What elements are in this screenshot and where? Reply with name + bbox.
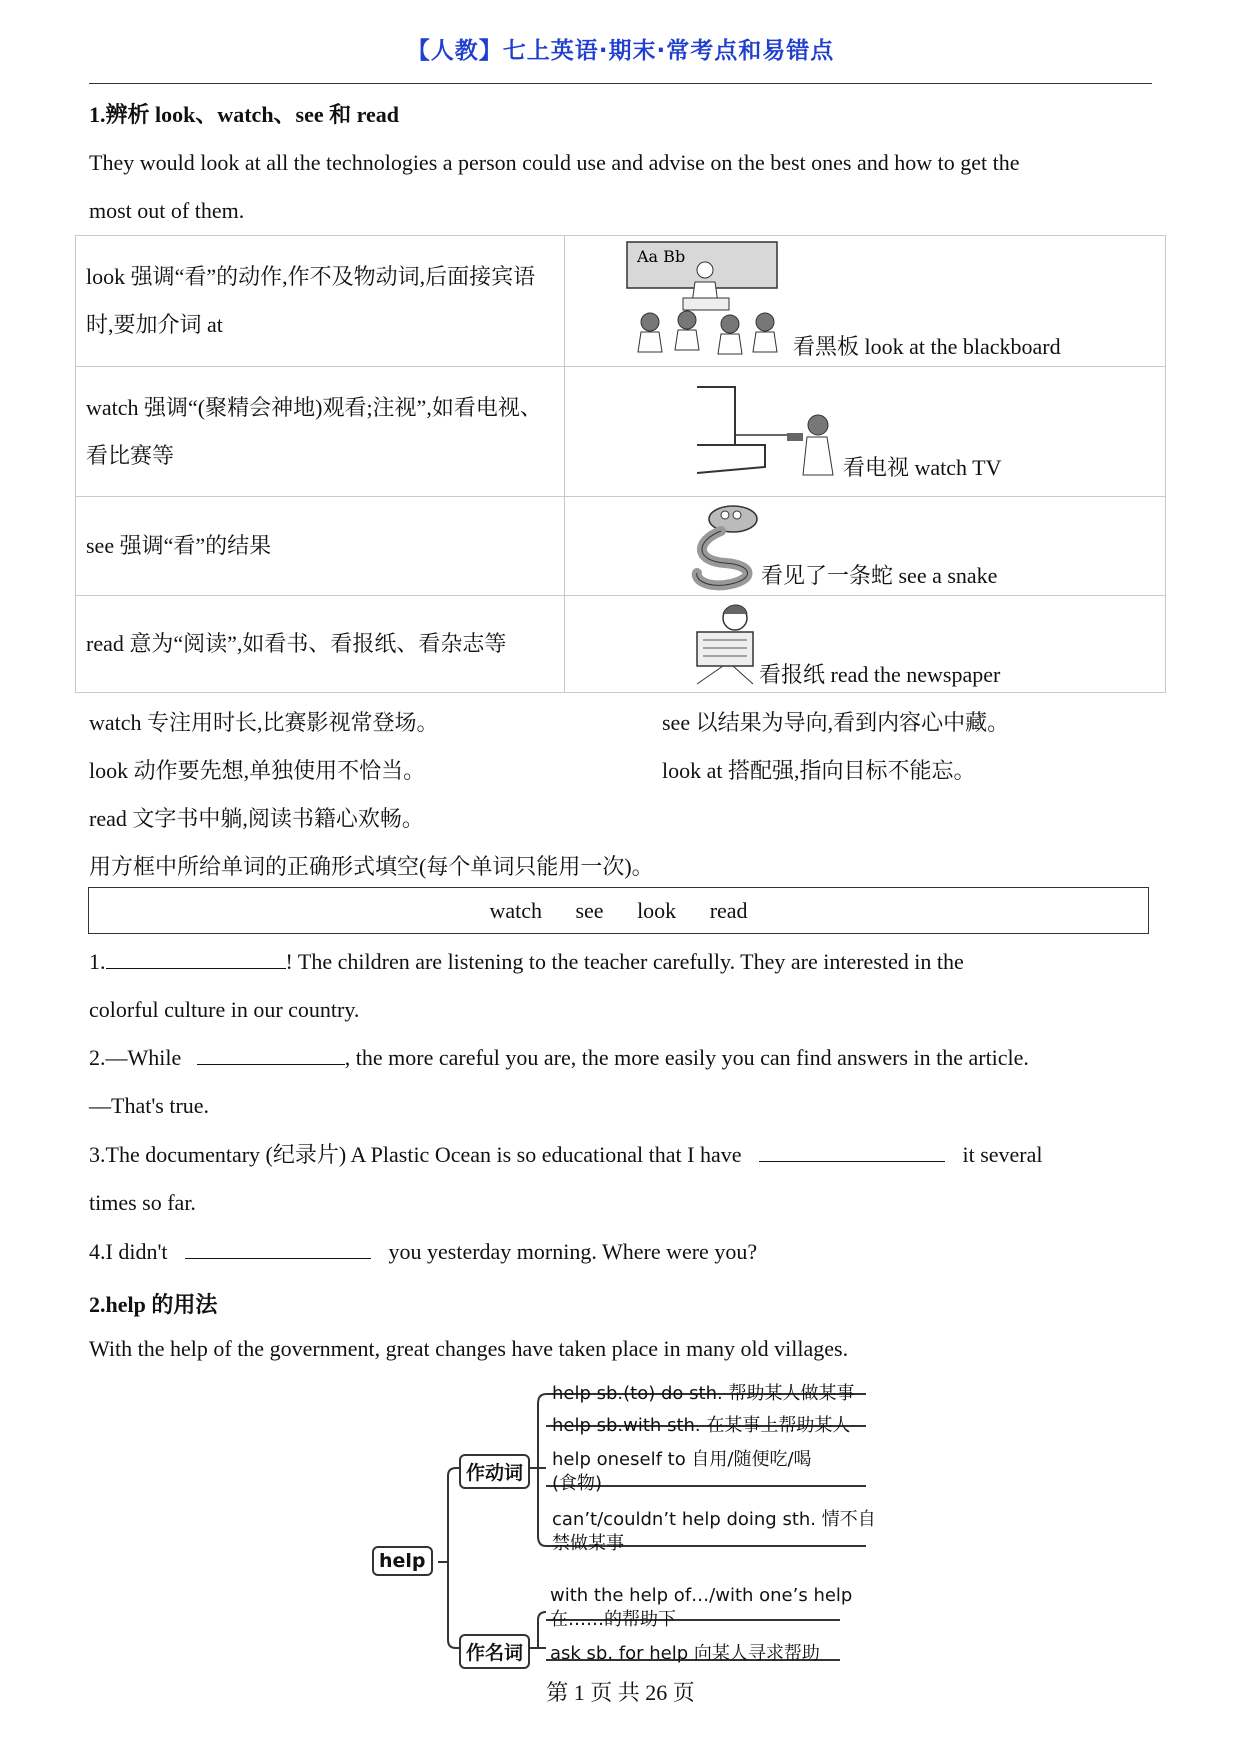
exercise-2-blank[interactable] <box>197 1044 345 1065</box>
exercise-1-line2: colorful culture in our country. <box>89 997 360 1022</box>
exercise-4-start: 4.I didn't <box>89 1239 168 1264</box>
rhyme-watch: watch 专注用时长,比赛影视常登场。 <box>89 710 439 735</box>
word-look: look <box>637 898 677 923</box>
exercise-2-start: 2.—While <box>89 1045 182 1070</box>
newspaper-picture <box>693 600 763 686</box>
page-header-title: 【人教】七上英语·期末·常考点和易错点 <box>406 38 835 64</box>
section1-example-line2: most out of them. <box>89 198 245 223</box>
exercise-instruction: 用方框中所给单词的正确形式填空(每个单词只能用一次)。 <box>89 854 654 879</box>
mindmap-root: help <box>372 1546 433 1576</box>
exercise-1-line1 <box>89 938 964 986</box>
watch-description: watch 强调“(聚精会神地)观看;注视”,如看电视、看比赛等 <box>76 367 565 497</box>
rhyme-look: look 动作要先想,单独使用不恰当。 <box>89 758 426 783</box>
section1-title: 1.辨析 look、watch、see 和 read <box>89 102 400 127</box>
exercise-1-text: ! The children are listening to the teacher carefully. They are interested in the <box>285 949 964 974</box>
mindmap-verb-item-3b: (食物) <box>552 1473 603 1494</box>
rhyme-read: read 文字书中躺,阅读书籍心欢畅。 <box>89 806 424 831</box>
read-description: read 意为“阅读”,如看书、看报纸、看杂志等 <box>76 596 565 693</box>
exercise-4-text: you yesterday morning. Where were you? <box>388 1239 758 1264</box>
header-divider <box>89 83 1152 84</box>
mindmap-verb-item-4b: 禁做某事 <box>552 1533 624 1554</box>
rhyme-look-at: look at 搭配强,指向目标不能忘。 <box>662 758 976 783</box>
comparison-table <box>75 235 1166 693</box>
table-row-look <box>76 236 1166 367</box>
exercise-2-line1 <box>89 1034 1029 1082</box>
see-description: see 强调“看”的结果 <box>76 497 565 596</box>
classroom-picture <box>625 240 785 362</box>
mindmap-verb-item-1: help sb.(to) do sth. 帮助某人做某事 <box>552 1383 855 1404</box>
exercise-4-blank[interactable] <box>185 1238 371 1259</box>
mindmap-noun-item-2: ask sb. for help 向某人寻求帮助 <box>550 1643 820 1664</box>
mindmap-noun-label: 作名词 <box>459 1634 530 1669</box>
rhyme-see: see 以结果为导向,看到内容心中藏。 <box>662 710 1010 735</box>
exercise-2-line2: —That's true. <box>89 1093 210 1118</box>
section2-example: With the help of the government, great changes have taken place in many old villages. <box>89 1336 849 1361</box>
watch-caption: 看电视 watch TV <box>843 455 1002 480</box>
read-caption: 看报纸 read the newspaper <box>759 662 1001 687</box>
see-caption: 看见了一条蛇 see a snake <box>761 563 998 588</box>
mindmap-verb-item-3: help oneself to 自用/随便吃/喝 <box>552 1449 812 1470</box>
word-watch: watch <box>489 898 542 923</box>
mindmap-verb-label: 作动词 <box>459 1454 530 1489</box>
exercise-2-text: , the more careful you are, the more easily you can find answers in the article. <box>344 1045 1029 1070</box>
exercise-3-line1 <box>89 1131 1043 1179</box>
exercise-3-start: 3.The documentary (纪录片) A Plastic Ocean is so educational that I have <box>89 1142 742 1167</box>
word-box <box>88 887 1149 934</box>
read-picture-cell <box>565 596 1166 693</box>
section2-title: 2.help 的用法 <box>89 1292 218 1317</box>
table-row-read <box>76 596 1166 693</box>
exercise-1-number: 1. <box>89 949 106 974</box>
mindmap-noun-item-1: with the help of…/with one’s help <box>550 1585 853 1606</box>
table-row-watch <box>76 367 1166 497</box>
look-caption: 看黑板 look at the blackboard <box>793 334 1061 359</box>
blackboard-text: Aa Bb <box>637 247 686 266</box>
mindmap-verb-item-2: help sb.with sth. 在某事上帮助某人 <box>552 1415 851 1436</box>
table-row-see <box>76 497 1166 596</box>
exercise-4-line <box>89 1228 757 1276</box>
see-picture-cell <box>565 497 1166 596</box>
look-description: look 强调“看”的动作,作不及物动词,后面接宾语时,要加介词 at <box>76 236 565 367</box>
exercise-3-text: it several <box>962 1142 1043 1167</box>
page-number: 第 1 页 共 26 页 <box>546 1680 695 1705</box>
exercise-1-blank[interactable] <box>106 948 286 969</box>
mindmap-verb-item-4: can’t/couldn’t help doing sth. 情不自 <box>552 1509 876 1530</box>
look-picture-cell <box>565 236 1166 367</box>
mindmap-noun-item-1b: 在……的帮助下 <box>550 1609 676 1630</box>
watch-picture-cell <box>565 367 1166 497</box>
word-read: read <box>709 898 748 923</box>
exercise-3-line2: times so far. <box>89 1190 196 1215</box>
section1-example-line1: They would look at all the technologies a person could use and advise on the best ones and how to get the <box>89 150 1020 175</box>
tv-picture <box>695 385 845 485</box>
word-see: see <box>575 898 604 923</box>
exercise-3-blank[interactable] <box>759 1141 945 1162</box>
